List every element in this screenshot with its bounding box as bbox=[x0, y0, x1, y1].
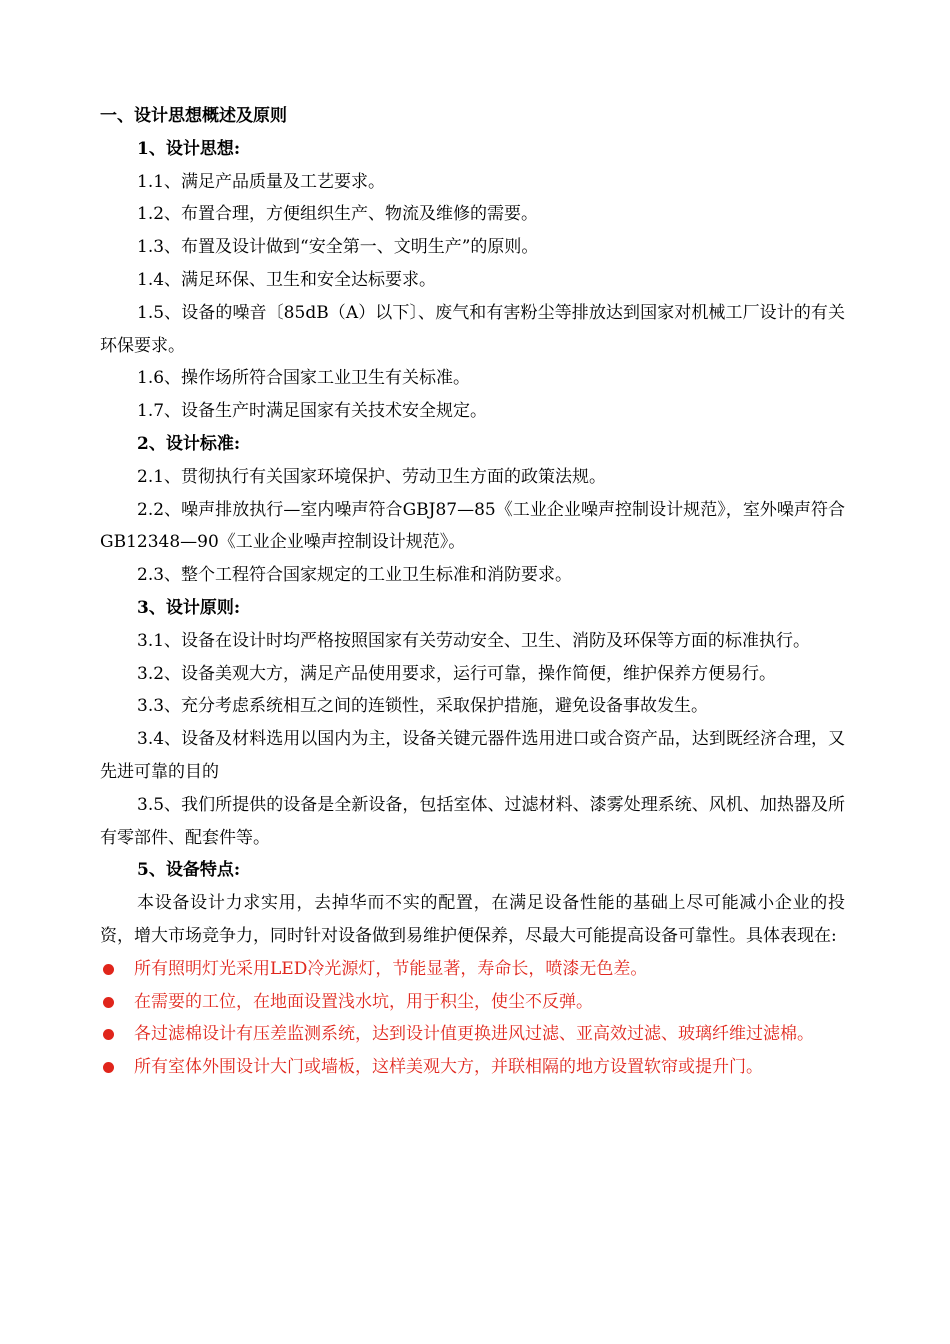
features-heading: 5、设备特点: bbox=[137, 860, 241, 881]
features-bullet-item bbox=[100, 1018, 845, 1051]
features-bullet-text: 所有照明灯光采用LED冷光源灯，节能显著，寿命长，喷漆无色差。 bbox=[134, 958, 648, 979]
section-title: 一、设计思想概述及原则 bbox=[100, 106, 287, 126]
bullet-dot-icon bbox=[103, 1062, 114, 1073]
design-thought-item: 1.7、设备生产时满足国家有关技术安全规定。 bbox=[137, 401, 488, 422]
design-principle-item: 3.3、充分考虑系统相互之间的连锁性，采取保护措施，避免设备事故发生。 bbox=[137, 696, 709, 717]
features-intro: 本设备设计力求实用，去掉华而不实的配置，在满足设备性能的基础上尽可能减小企业的投资，增大市场竞争力，同时针对设备做到易维护便保养，尽最大可能提高设备可靠性。具体表现在: bbox=[100, 893, 845, 946]
document-body bbox=[100, 100, 845, 1084]
design-principle-item: 3.4、设备及材料选用以国内为主，设备关键元器件选用进口或合资产品，达到既经济合理，又先进可靠的目的 bbox=[100, 729, 845, 782]
design-thought-item: 1.5、设备的噪音〔85dB（A）以下〕、废气和有害粉尘等排放达到国家对机械工厂设计的有关环保要求。 bbox=[100, 302, 845, 356]
design-standard-item: 2.2、噪声排放执行—室内噪声符合GBJ87—85《工业企业噪声控制设计规范》，室外噪声符合GB12348—90《工业企业噪声控制设计规范》。 bbox=[100, 499, 845, 553]
features-bullet-text: 各过滤棉设计有压差监测系统，达到设计值更换进风过滤、亚高效过滤、玻璃纤维过滤棉。 bbox=[134, 1024, 814, 1045]
features-bullet-item bbox=[100, 953, 845, 986]
design-thought-item: 1.2、布置合理，方便组织生产、物流及维修的需要。 bbox=[137, 204, 539, 225]
design-thought-heading: 1、设计思想: bbox=[137, 138, 241, 159]
design-standard-item: 2.3、整个工程符合国家规定的工业卫生标准和消防要求。 bbox=[137, 565, 573, 586]
bullet-dot-icon bbox=[103, 964, 114, 975]
features-bullet-item bbox=[100, 986, 845, 1019]
design-principle-item: 3.5、我们所提供的设备是全新设备，包括室体、过滤材料、漆雾处理系统、风机、加热器及所有零部件、配套件等。 bbox=[100, 794, 845, 848]
design-standard-item: 2.1、贯彻执行有关国家环境保护、劳动卫生方面的政策法规。 bbox=[137, 466, 607, 487]
features-bullet-text: 所有室体外围设计大门或墙板，这样美观大方，并联相隔的地方设置软帘或提升门。 bbox=[134, 1057, 763, 1078]
design-standard-heading: 2、设计标准: bbox=[137, 433, 241, 454]
design-thought-item: 1.6、操作场所符合国家工业卫生有关标准。 bbox=[137, 368, 471, 389]
design-principle-heading: 3、设计原则: bbox=[137, 597, 241, 618]
features-bullet-item bbox=[100, 1051, 845, 1084]
design-thought-item: 1.3、布置及设计做到“安全第一、文明生产”的原则。 bbox=[137, 237, 539, 258]
design-thought-item: 1.1、满足产品质量及工艺要求。 bbox=[137, 171, 386, 192]
features-bullet-list bbox=[100, 953, 845, 1084]
design-principle-item: 3.1、设备在设计时均严格按照国家有关劳动安全、卫生、消防及环保等方面的标准执行。 bbox=[137, 630, 811, 651]
bullet-dot-icon bbox=[103, 1029, 114, 1040]
design-principle-item: 3.2、设备美观大方，满足产品使用要求，运行可靠，操作简便，维护保养方便易行。 bbox=[137, 663, 777, 684]
design-thought-item: 1.4、满足环保、卫生和安全达标要求。 bbox=[137, 269, 437, 290]
features-bullet-text: 在需要的工位，在地面设置浅水坑，用于积尘，使尘不反弹。 bbox=[134, 991, 593, 1012]
bullet-dot-icon bbox=[103, 997, 114, 1008]
